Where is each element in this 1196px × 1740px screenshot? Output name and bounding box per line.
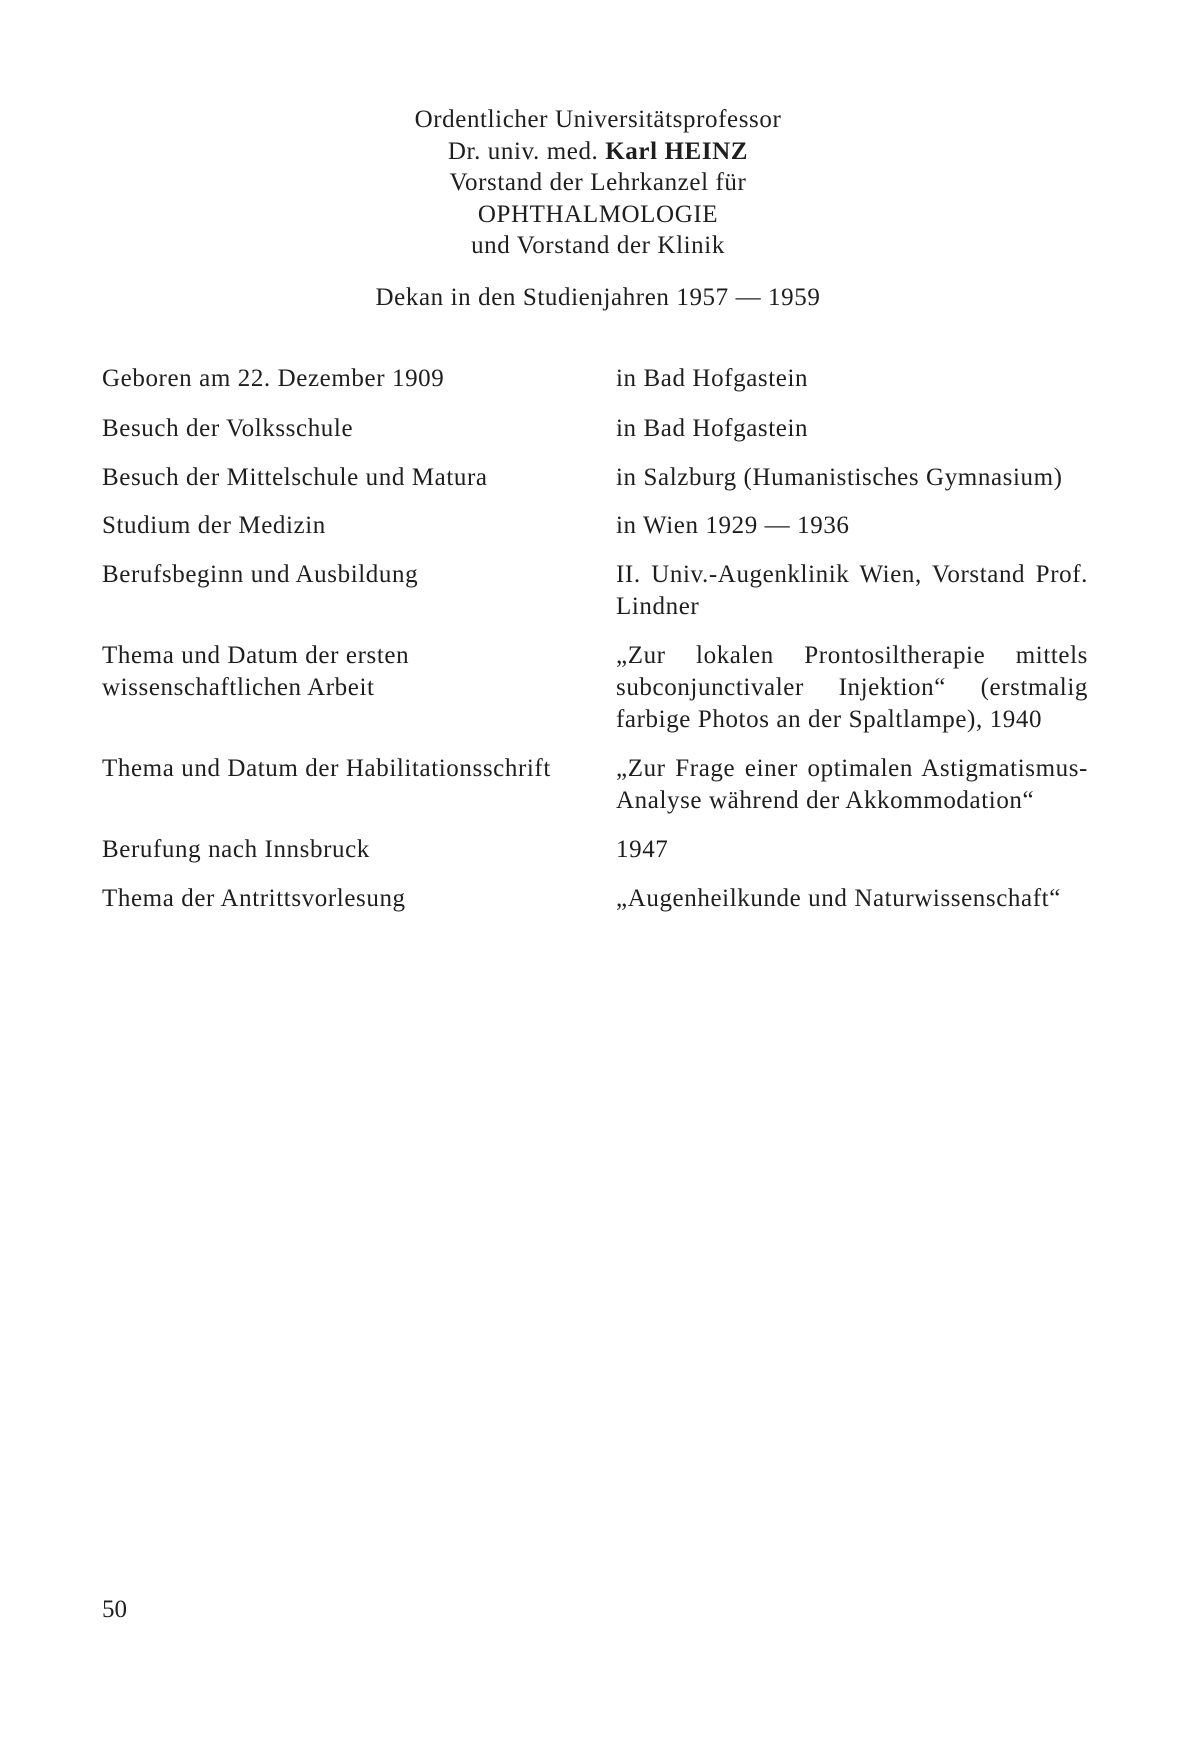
table-row xyxy=(102,753,1102,817)
row-label: Thema und Datum der Habilitationsschrift xyxy=(102,755,551,782)
row-label: Besuch der Mittelschule und Matura xyxy=(102,464,488,491)
row-label: Besuch der Volksschule xyxy=(102,415,354,442)
header-position: Vorstand der Lehrkanzel für xyxy=(449,169,747,196)
row-label: Berufung nach Innsbruck xyxy=(102,836,370,863)
header-department: OPHTHALMOLOGIE xyxy=(477,200,719,228)
row-label: Geboren am 22. Dezember 1909 xyxy=(102,365,445,392)
row-value: in Salzburg (Humanistisches Gymnasium) xyxy=(616,464,1063,491)
row-value: „Zur lokalen Prontosiltherapie mittels subconjunctivaler Injektion“ (erstmalig farbige Photos an der Spaltlampe), 1940 xyxy=(616,642,1088,733)
table-row xyxy=(102,883,1102,915)
table-row xyxy=(102,559,1102,623)
table-row xyxy=(102,413,1102,445)
row-value: II. Univ.-Augenklinik Wien, Vorstand Prof. Lindner xyxy=(616,561,1088,620)
row-label: Berufsbeginn und Ausbildung xyxy=(102,561,419,588)
table-row xyxy=(102,834,1102,866)
header-dekan: Dekan in den Studienjahren 1957 — 1959 xyxy=(375,283,821,311)
row-value: „Augenheilkunde und Naturwissenschaft“ xyxy=(616,885,1061,912)
page-number: 50 xyxy=(102,1596,127,1623)
biography-table xyxy=(102,363,1102,915)
header-title: Ordentlicher Universitätsprofessor xyxy=(414,106,782,133)
page-header xyxy=(0,104,1196,313)
table-row xyxy=(102,640,1102,736)
row-value: in Wien 1929 — 1936 xyxy=(616,512,850,539)
table-row xyxy=(102,363,1102,395)
header-name: Karl HEINZ xyxy=(605,137,749,165)
header-clinic: und Vorstand der Klinik xyxy=(471,232,725,259)
row-value: „Zur Frage einer optimalen Astigmatismus-Analyse während der Akkommodation“ xyxy=(616,755,1088,814)
row-value: in Bad Hofgastein xyxy=(616,365,809,392)
row-value: in Bad Hofgastein xyxy=(616,415,809,442)
row-label: Thema der Antrittsvorlesung xyxy=(102,885,406,912)
table-row xyxy=(102,462,1102,494)
row-value: 1947 xyxy=(616,836,669,863)
table-row xyxy=(102,510,1102,542)
row-label: Thema und Datum der ersten wissenschaftlichen Arbeit xyxy=(102,642,410,701)
header-name-line xyxy=(0,136,1196,168)
header-degree: Dr. univ. med. xyxy=(447,137,599,165)
row-label: Studium der Medizin xyxy=(102,512,326,539)
